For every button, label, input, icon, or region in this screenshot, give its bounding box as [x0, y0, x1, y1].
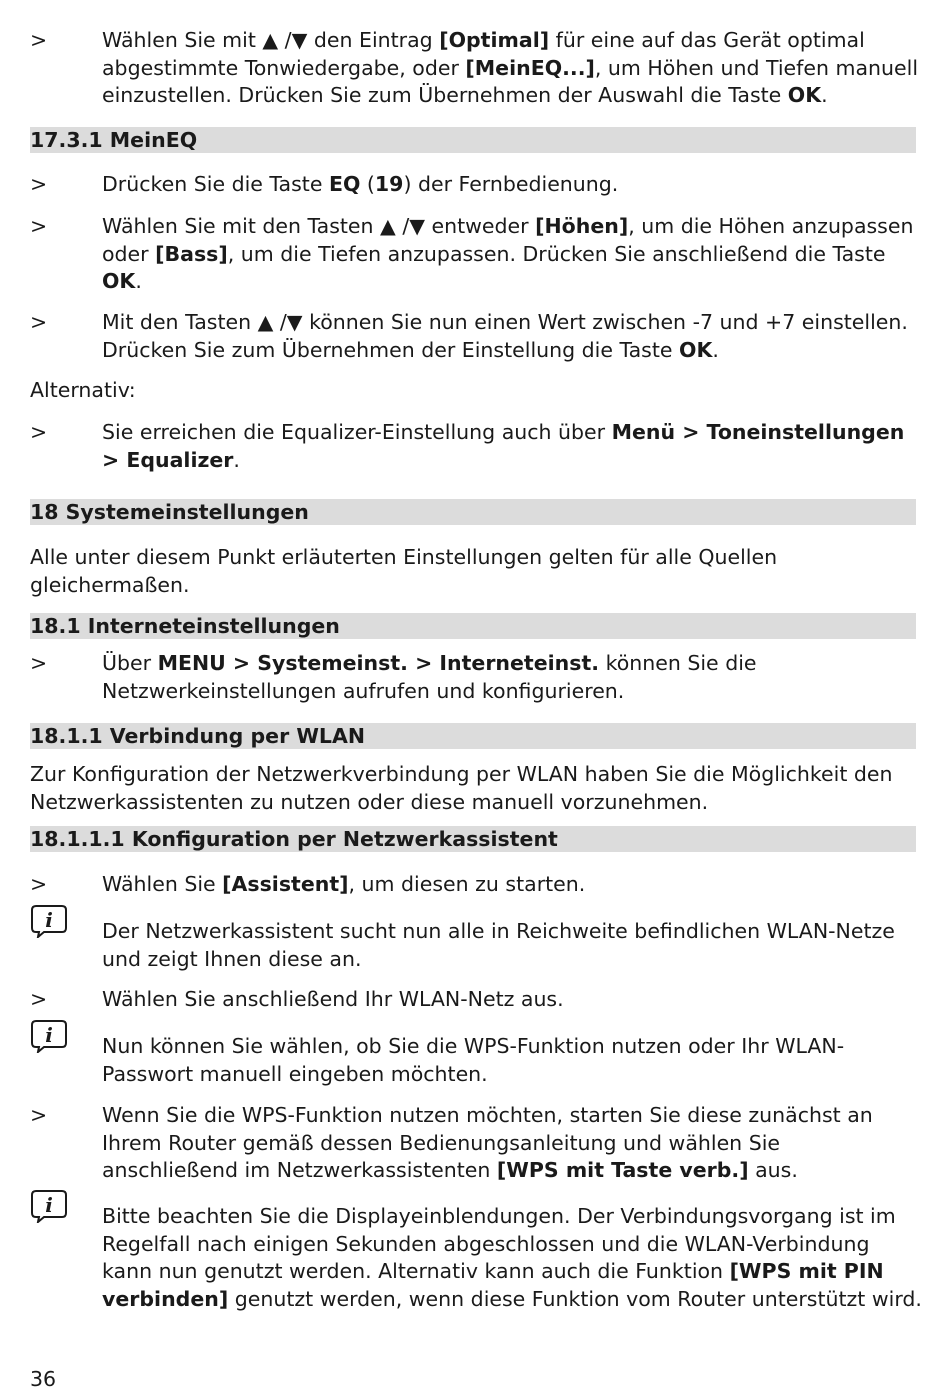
text-segment: , um diesen zu starten.: [348, 872, 586, 896]
alternativ-label: Alternativ:: [30, 378, 136, 402]
emphasis-text: Menü > Toneinstellungen > Equalizer: [102, 420, 905, 472]
bullet-marker: >: [30, 872, 48, 896]
text-segment: Mit den Tasten ▲ /▼ können Sie nun einen Wert zwischen -7 und +7 einstellen. Drücken Sie zum Übernehmen der Einstellung die Taste: [102, 310, 908, 362]
bullet-marker: >: [30, 651, 48, 675]
bullet-marker: >: [30, 310, 48, 334]
text-segment: Nun können Sie wählen, ob Sie die WPS-Funktion nutzen oder Ihr WLAN-Passwort manuell eingeben möchten.: [102, 1034, 845, 1086]
emphasis-text: OK: [679, 337, 713, 362]
info-note-icon: [30, 1189, 68, 1223]
instruction-text: [102, 171, 922, 199]
text-segment: Über: [102, 651, 158, 675]
bullet-marker: >: [30, 1103, 48, 1127]
instruction-text: [102, 27, 922, 110]
emphasis-text: [WPS mit PIN verbinden]: [102, 1259, 884, 1311]
text-segment: aus.: [748, 1158, 798, 1182]
wlan-intro-paragraph: Zur Konfiguration der Netzwerkverbindung per WLAN haben Sie die Möglichkeit den Netzwerkassistenten zu nutzen oder diese manuell vorzunehmen.: [30, 762, 893, 814]
text-segment: Wählen Sie mit den Tasten ▲ /▼ entweder: [102, 214, 536, 238]
instruction-text: [102, 650, 922, 705]
section-heading-meineq: 17.3.1 MeinEQ: [30, 127, 916, 153]
info-note-text: [102, 1033, 922, 1088]
text-segment: genutzt werden, wenn diese Funktion vom Router unterstützt wird.: [228, 1286, 922, 1311]
system-intro-paragraph: Alle unter diesem Punkt erläuterten Einstellungen gelten für alle Quellen gleichermaßen.: [30, 545, 778, 597]
svg-text:i: i: [45, 1023, 53, 1047]
bullet-marker: >: [30, 420, 48, 444]
instruction-text: [102, 213, 922, 296]
text-segment: Bitte beachten Sie die Displayeinblendungen. Der Verbindungsvorgang ist im Regelfall nach einigen Sekunden abgeschlossen und die WLAN-Verbindung kann nun genutzt werden. Alternativ kann auch die Funktion: [102, 1204, 896, 1283]
emphasis-text: [Assistent]: [222, 872, 349, 896]
bullet-marker: >: [30, 28, 48, 52]
emphasis-text: EQ: [328, 172, 361, 196]
section-heading-netzwerkassistent: 18.1.1.1 Konfiguration per Netzwerkassistent: [30, 826, 916, 852]
bullet-marker: >: [30, 214, 48, 238]
bullet-marker: >: [30, 172, 48, 196]
bullet-marker: >: [30, 987, 48, 1011]
section-heading-interneteinstellungen: 18.1 Interneteinstellungen: [30, 613, 916, 639]
emphasis-text: [Optimal]: [439, 28, 550, 52]
section-heading-wlan: 18.1.1 Verbindung per WLAN: [30, 723, 916, 749]
text-segment: , um die Tiefen anzupassen. Drücken Sie anschließend die Taste: [227, 241, 886, 266]
text-segment: Wählen Sie anschließend Ihr WLAN-Netz aus.: [102, 987, 564, 1011]
instruction-text: [102, 986, 922, 1014]
text-segment: Drücken Sie die Taste: [102, 172, 329, 196]
text-segment: , um Höhen und Tiefen manuell einzustellen. Drücken Sie zum Übernehmen der Auswahl die Taste: [102, 55, 919, 107]
text-segment: ) der Fernbedienung.: [403, 172, 619, 196]
instruction-text: [102, 309, 922, 364]
instruction-text: [102, 1102, 922, 1185]
section-heading-systemeinstellungen: 18 Systemeinstellungen: [30, 499, 916, 525]
text-segment: , um die Höhen anzupassen oder: [102, 214, 914, 266]
emphasis-text: 19: [374, 172, 404, 196]
text-segment: Sie erreichen die Equalizer-Einstellung auch über: [102, 420, 612, 444]
emphasis-text: OK: [102, 269, 136, 293]
text-segment: Wenn Sie die WPS-Funktion nutzen möchten, starten Sie diese zunächst an Ihrem Router gemäß dessen Bedienungsanleitung und wählen Sie anschließend im Netzwerkassistenten: [102, 1103, 873, 1182]
emphasis-text: [WPS mit Taste verb.]: [496, 1158, 749, 1182]
emphasis-text: [Höhen]: [535, 214, 629, 238]
emphasis-text: [Bass]: [155, 241, 228, 266]
emphasis-text: MENU > Systemeinst. > Interneteinst.: [157, 651, 600, 675]
text-segment: .: [233, 447, 240, 472]
emphasis-text: [MeinEQ...]: [465, 55, 595, 80]
text-segment: .: [712, 337, 719, 362]
text-segment: .: [135, 269, 142, 293]
emphasis-text: OK: [787, 83, 822, 107]
text-segment: Wählen Sie mit ▲ /▼ den Eintrag: [102, 28, 440, 52]
text-segment: (: [360, 172, 375, 196]
page-number: 36: [30, 1367, 57, 1391]
info-note-icon: [30, 1019, 68, 1053]
info-note-text: [102, 918, 922, 973]
text-segment: Der Netzwerkassistent sucht nun alle in Reichweite befindlichen WLAN-Netze und zeigt Ihnen diese an.: [102, 919, 895, 971]
svg-text:i: i: [45, 1193, 53, 1217]
instruction-text: [102, 419, 922, 474]
info-note-text: [102, 1203, 922, 1313]
text-segment: können Sie die Netzwerkeinstellungen aufrufen und konfigurieren.: [102, 651, 757, 703]
text-segment: für eine auf das Gerät optimal abgestimmte Tonwiedergabe, oder: [102, 28, 865, 80]
svg-text:i: i: [45, 908, 53, 932]
text-segment: .: [821, 83, 828, 107]
instruction-text: [102, 871, 922, 899]
info-note-icon: [30, 904, 68, 938]
text-segment: Wählen Sie: [102, 872, 223, 896]
